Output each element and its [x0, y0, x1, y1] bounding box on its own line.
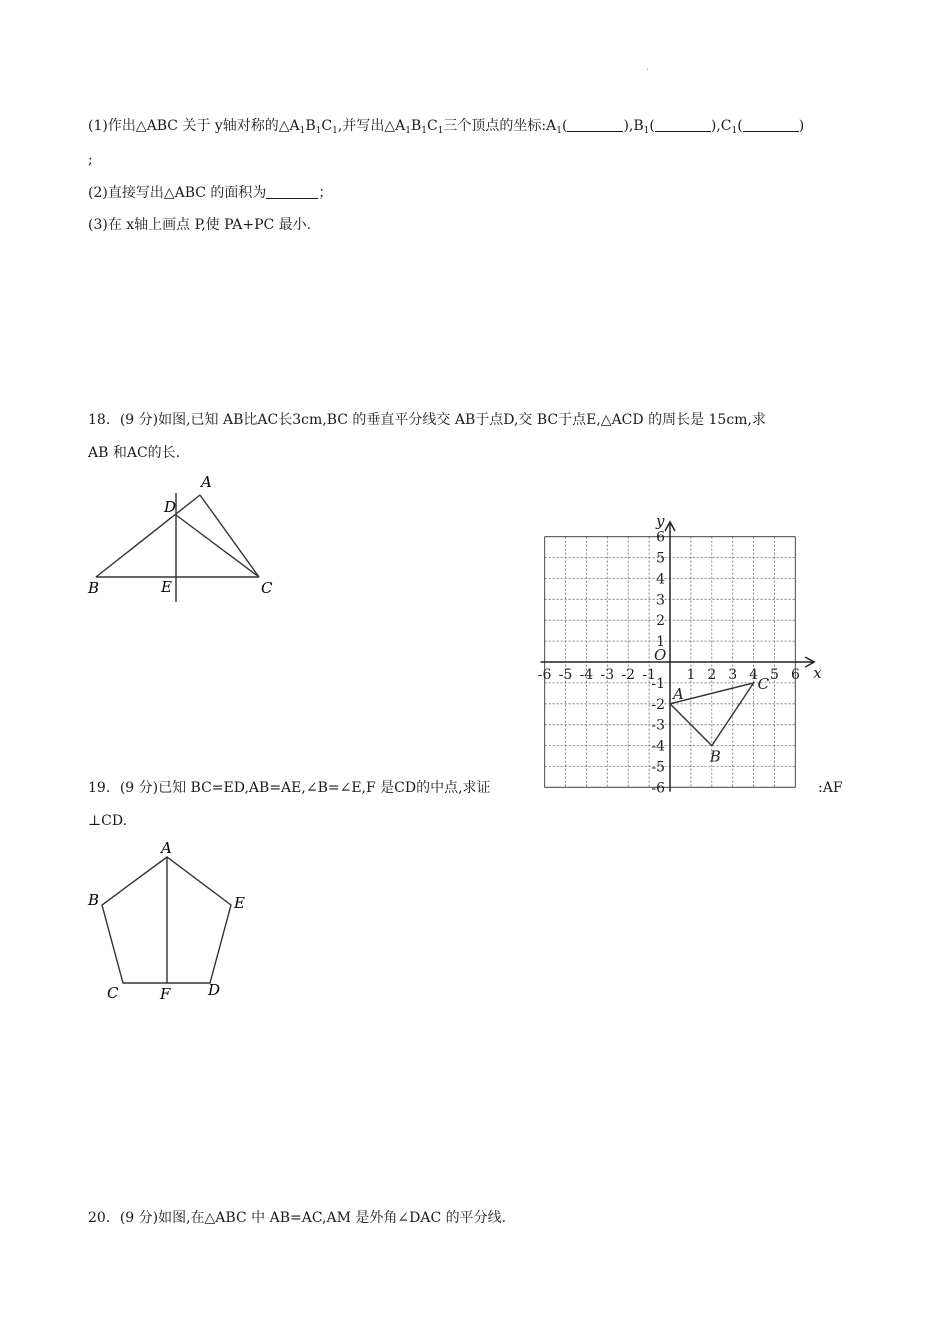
y-tick-label: 1 — [656, 634, 665, 651]
sub: 1 — [332, 126, 338, 136]
q17-part2-semicolon: ； — [318, 185, 333, 201]
y-tick-label: 6 — [656, 529, 665, 546]
y-tick-label: 5 — [656, 550, 665, 567]
label-d: D — [208, 981, 221, 999]
q17-part1-text-j: ( — [649, 118, 655, 134]
x-tick-label: -4 — [579, 667, 594, 683]
q17-part3: (3)在 x轴上画点 P,使 PA+PC 最小. — [88, 217, 312, 233]
vertex-label-b: B — [709, 747, 721, 766]
x-tick-label: -1 — [642, 667, 656, 683]
q17-part1-text-f: C — [426, 118, 438, 134]
x-tick-label: -5 — [558, 667, 573, 683]
x-tick-label: 1 — [686, 667, 696, 683]
label-e: E — [161, 578, 172, 596]
label-e: E — [234, 894, 245, 912]
label-c: C — [107, 984, 119, 1002]
y-tick-label: 4 — [656, 571, 665, 588]
sub: 1 — [315, 126, 322, 136]
y-tick-label: -6 — [651, 780, 665, 797]
q17-part1-text-a: (1)作出△ABC 关于 y轴对称的△A — [88, 118, 300, 134]
q17-part1-text-h: ( — [561, 118, 568, 134]
label-b: B — [88, 891, 100, 909]
q17-part1-text-k: ),C — [710, 118, 732, 134]
sub: 1 — [437, 126, 444, 136]
q18-line2: AB 和AC的长. — [88, 445, 181, 461]
sub: 1 — [421, 126, 427, 136]
x-tick-label: -2 — [621, 667, 636, 683]
label-d: D — [164, 498, 177, 516]
label-b: B — [88, 579, 100, 597]
y-tick-label: -1 — [651, 675, 665, 692]
q18-line1: 18．(9 分)如图,已知 AB比AC长3cm,BC 的垂直平分线交 AB于点D,交 BC于点E,△ACD 的周长是 15cm,求 — [88, 412, 766, 428]
vertex-label-a: A — [673, 684, 684, 703]
q17-part1-text-g: 三个顶点的坐标:A — [443, 118, 557, 134]
q17-part1-text-m: ) — [798, 118, 805, 134]
q17-part1-text-i: ),B — [623, 118, 644, 134]
sub: 1 — [299, 126, 306, 136]
q17-part1-text-b: B — [305, 118, 316, 134]
x-tick-label: 4 — [749, 667, 759, 683]
q17-part1-text-d: ,并写出△A — [337, 118, 406, 134]
y-tick-label: -4 — [651, 738, 665, 755]
y-tick-label: -2 — [651, 696, 665, 713]
label-a: A — [201, 473, 212, 491]
y-tick-label: -3 — [651, 717, 665, 734]
top-mark: . — [646, 62, 650, 73]
sub: 1 — [556, 126, 562, 136]
q17-semicolon: ; — [88, 152, 93, 168]
y-axis-label: y — [656, 511, 665, 530]
sub: 1 — [643, 126, 650, 136]
q20-line1: 20．(9 分)如图,在△ABC 中 AB=AC,AM 是外角∠DAC 的平分线. — [88, 1210, 507, 1226]
q17-part1-text-e: B — [410, 118, 422, 134]
q17-part2-text: (2)直接写出△ABC 的面积为 — [88, 185, 267, 201]
x-tick-label: 5 — [770, 667, 779, 683]
q19-line1: 19．(9 分)已知 BC=ED,AB=AE,∠B=∠E,F 是CD的中点,求证 — [88, 780, 491, 796]
x-tick-label: 6 — [790, 667, 800, 683]
sub: 1 — [731, 126, 738, 136]
x-axis-label: x — [813, 664, 822, 682]
y-tick-label: 2 — [656, 613, 665, 630]
vertex-label-c: C — [757, 674, 770, 693]
q17-part1-text-l: ( — [737, 118, 743, 134]
y-tick-label: 3 — [656, 592, 665, 609]
q19-line2: ⊥CD. — [88, 813, 128, 829]
origin-label: O — [654, 646, 667, 664]
x-tick-label: 2 — [707, 667, 717, 683]
sub: 1 — [405, 126, 411, 136]
q17-part1-text-c: C — [321, 118, 333, 134]
x-tick-label: -3 — [600, 667, 615, 683]
label-a: A — [161, 839, 172, 857]
x-tick-label: -6 — [537, 667, 552, 683]
q19-line1-end: :AF — [818, 780, 843, 796]
label-c: C — [261, 579, 273, 597]
x-tick-label: 3 — [728, 667, 738, 683]
y-tick-label: -5 — [651, 759, 665, 776]
label-f: F — [160, 985, 171, 1003]
